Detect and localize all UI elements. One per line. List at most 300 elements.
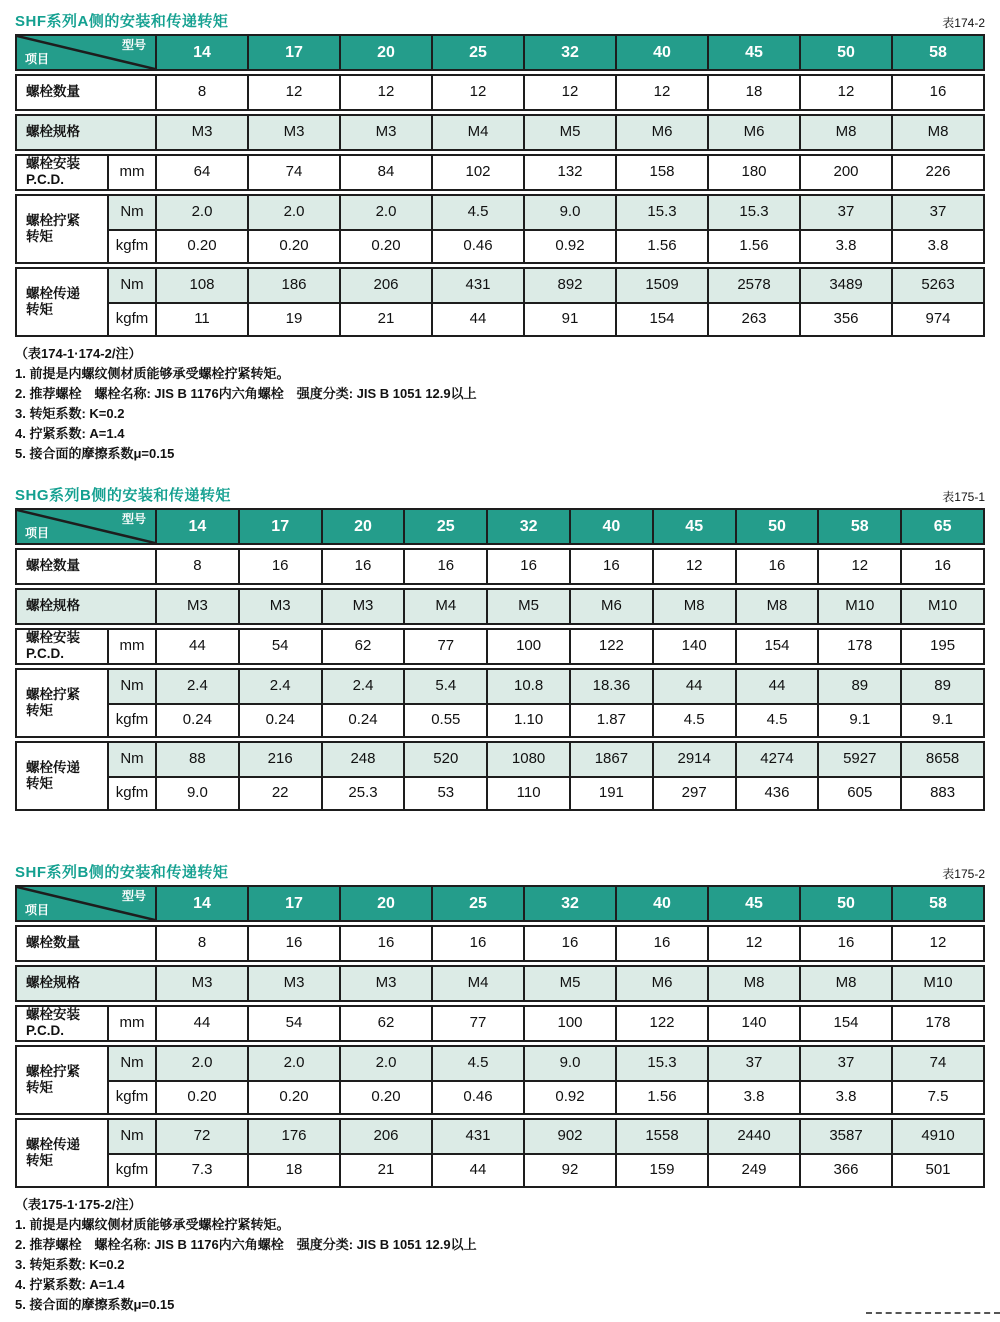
bolt-count-value: 16	[486, 550, 569, 583]
transmission-kgfm-value: 92	[523, 1153, 615, 1186]
transmission-nm-value: 431	[431, 269, 523, 302]
tightening-kgfm-value: 0.20	[155, 1080, 247, 1113]
transmission-nm-value: 186	[247, 269, 339, 302]
row-label-tightening-torque: 螺栓拧紧 转矩	[26, 1063, 80, 1095]
transmission-kgfm-value: 110	[486, 776, 569, 809]
table-band	[15, 548, 985, 585]
bolt-count-value: 8	[155, 927, 247, 960]
note-item: 2. 推荐螺栓 螺栓名称: JIS B 1176内六角螺栓 强度分类: JIS B 1051 12.9以上	[15, 1237, 477, 1252]
row-label-bolt-count: 螺栓数量	[26, 558, 80, 574]
corner-item-label: 项目	[25, 51, 50, 66]
model-header-cell: 45	[707, 36, 799, 69]
tightening-nm-value: 18.36	[569, 670, 652, 703]
tightening-nm-value: 74	[891, 1047, 983, 1080]
model-header-cell: 58	[891, 887, 983, 920]
bolt-spec-value: M8	[652, 590, 735, 623]
tightening-nm-value: 15.3	[615, 196, 707, 229]
corner-model-label: 型号	[121, 512, 146, 526]
model-header-cell: 14	[155, 510, 238, 543]
corner-header-cell	[17, 887, 155, 920]
pcd-value: 154	[735, 630, 818, 663]
model-header-cell: 14	[155, 36, 247, 69]
bolt-spec-value: M3	[321, 590, 404, 623]
pcd-value: 140	[652, 630, 735, 663]
tightening-nm-value: 44	[652, 670, 735, 703]
tightening-nm-value: 2.4	[321, 670, 404, 703]
row-label-pcd: 螺栓安装 P.C.D.	[26, 156, 80, 187]
model-header-cell: 17	[238, 510, 321, 543]
table-band	[15, 885, 985, 922]
bolt-count-value: 12	[652, 550, 735, 583]
bolt-spec-value: M3	[155, 590, 238, 623]
model-header-cell: 40	[615, 36, 707, 69]
note-item: 3. 转矩系数: K=0.2	[15, 1257, 125, 1272]
tightening-kgfm-value: 0.24	[321, 703, 404, 736]
unit-cell-kgfm: kgfm	[107, 776, 155, 809]
transmission-nm-value: 2578	[707, 269, 799, 302]
row-label-bolt-count: 螺栓数量	[26, 84, 80, 100]
tightening-nm-value: 4.5	[431, 1047, 523, 1080]
bolt-spec-value: M3	[339, 116, 431, 149]
transmission-kgfm-value: 44	[431, 1153, 523, 1186]
bolt-count-value: 16	[339, 927, 431, 960]
pcd-value: 122	[569, 630, 652, 663]
row-label-pcd: 螺栓安装 P.C.D.	[26, 1007, 80, 1038]
unit-cell-mm: mm	[107, 156, 155, 189]
tightening-nm-value: 37	[799, 196, 891, 229]
table-band	[15, 154, 985, 191]
bolt-spec-value: M8	[799, 116, 891, 149]
unit-cell-kgfm: kgfm	[107, 1153, 155, 1186]
bolt-spec-value: M4	[403, 590, 486, 623]
tightening-nm-value: 89	[900, 670, 983, 703]
transmission-kgfm-value: 974	[891, 302, 983, 335]
transmission-nm-value: 216	[238, 743, 321, 776]
note-item: 5. 接合面的摩擦系数μ=0.15	[15, 446, 175, 461]
unit-cell-kgfm: kgfm	[107, 703, 155, 736]
tightening-kgfm-value: 0.24	[155, 703, 238, 736]
model-header-cell: 58	[817, 510, 900, 543]
bolt-spec-value: M6	[615, 116, 707, 149]
corner-header-cell	[17, 510, 155, 543]
table-band	[15, 1045, 985, 1115]
model-header-cell: 20	[339, 887, 431, 920]
model-header-cell: 25	[431, 887, 523, 920]
tightening-kgfm-value: 9.1	[900, 703, 983, 736]
pcd-value: 100	[523, 1007, 615, 1040]
tightening-nm-value: 15.3	[615, 1047, 707, 1080]
table-caption	[15, 482, 985, 505]
tightening-nm-value: 4.5	[431, 196, 523, 229]
model-header-cell: 50	[799, 36, 891, 69]
transmission-nm-value: 2440	[707, 1120, 799, 1153]
tightening-kgfm-value: 0.92	[523, 229, 615, 262]
table-band	[15, 1118, 985, 1188]
transmission-kgfm-value: 22	[238, 776, 321, 809]
tightening-nm-value: 9.0	[523, 196, 615, 229]
model-header-cell: 58	[891, 36, 983, 69]
bolt-count-value: 12	[339, 76, 431, 109]
table-ref-number: 表175-1	[942, 490, 985, 504]
section-shf-b-side	[15, 859, 985, 1188]
pcd-value: 54	[238, 630, 321, 663]
note-item: 4. 拧紧系数: A=1.4	[15, 426, 125, 441]
tightening-nm-value: 2.4	[238, 670, 321, 703]
tightening-nm-value: 37	[799, 1047, 891, 1080]
tightening-kgfm-value: 1.56	[615, 229, 707, 262]
tightening-kgfm-value: 3.8	[707, 1080, 799, 1113]
bolt-count-value: 12	[615, 76, 707, 109]
bolt-count-value: 12	[247, 76, 339, 109]
model-header-cell: 40	[615, 887, 707, 920]
model-header-cell: 20	[321, 510, 404, 543]
model-header-cell: 17	[247, 887, 339, 920]
note-item: 3. 转矩系数: K=0.2	[15, 406, 125, 421]
tightening-kgfm-value: 0.20	[339, 229, 431, 262]
table-band	[15, 267, 985, 337]
tightening-kgfm-value: 1.56	[707, 229, 799, 262]
transmission-kgfm-value: 44	[431, 302, 523, 335]
transmission-kgfm-value: 21	[339, 1153, 431, 1186]
table-ref-number: 表175-2	[942, 867, 985, 881]
tightening-nm-value: 2.0	[339, 1047, 431, 1080]
corner-model-label: 型号	[121, 38, 146, 52]
transmission-nm-value: 1558	[615, 1120, 707, 1153]
transmission-nm-value: 5263	[891, 269, 983, 302]
tightening-kgfm-value: 1.10	[486, 703, 569, 736]
tightening-kgfm-value: 0.55	[403, 703, 486, 736]
pcd-value: 154	[799, 1007, 891, 1040]
row-label-transmission-torque: 螺栓传递 转矩	[26, 759, 80, 791]
tightening-kgfm-value: 4.5	[652, 703, 735, 736]
model-header-cell: 40	[569, 510, 652, 543]
pcd-value: 54	[247, 1007, 339, 1040]
bolt-count-value: 12	[891, 927, 983, 960]
shf-b-side-table	[15, 885, 985, 1188]
tightening-kgfm-value: 1.87	[569, 703, 652, 736]
transmission-kgfm-value: 53	[403, 776, 486, 809]
corner-model-label: 型号	[121, 889, 146, 903]
table-caption	[15, 859, 985, 882]
bolt-spec-value: M10	[900, 590, 983, 623]
shg-b-side-table	[15, 508, 985, 811]
transmission-kgfm-value: 18	[247, 1153, 339, 1186]
transmission-nm-value: 108	[155, 269, 247, 302]
table-ref-number: 表174-2	[942, 16, 985, 30]
bolt-count-value: 16	[321, 550, 404, 583]
row-label-bolt-count: 螺栓数量	[26, 935, 80, 951]
table-band	[15, 588, 985, 625]
tightening-nm-value: 89	[817, 670, 900, 703]
transmission-kgfm-value: 7.3	[155, 1153, 247, 1186]
bolt-spec-value: M5	[486, 590, 569, 623]
table-band	[15, 194, 985, 264]
transmission-nm-value: 5927	[817, 743, 900, 776]
tightening-nm-value: 10.8	[486, 670, 569, 703]
model-header-cell: 32	[523, 887, 615, 920]
transmission-nm-value: 8658	[900, 743, 983, 776]
transmission-kgfm-value: 501	[891, 1153, 983, 1186]
unit-cell-nm: Nm	[107, 1120, 155, 1153]
corner-item-label: 项目	[25, 902, 50, 917]
transmission-kgfm-value: 356	[799, 302, 891, 335]
transmission-nm-value: 4910	[891, 1120, 983, 1153]
unit-cell-nm: Nm	[107, 743, 155, 776]
bolt-count-value: 16	[891, 76, 983, 109]
table-band	[15, 114, 985, 151]
transmission-kgfm-value: 154	[615, 302, 707, 335]
note-item: 1. 前提是内螺纹侧材质能够承受螺栓拧紧转矩。	[15, 366, 290, 381]
table-band	[15, 1005, 985, 1042]
tightening-kgfm-value: 0.46	[431, 1080, 523, 1113]
transmission-nm-value: 1080	[486, 743, 569, 776]
bolt-count-value: 16	[735, 550, 818, 583]
unit-cell-kgfm: kgfm	[107, 1080, 155, 1113]
bolt-spec-value: M10	[817, 590, 900, 623]
bolt-count-value: 16	[569, 550, 652, 583]
table-caption	[15, 8, 985, 31]
corner-item-label: 项目	[25, 525, 50, 540]
tightening-nm-value: 37	[891, 196, 983, 229]
tightening-nm-value: 2.0	[155, 196, 247, 229]
transmission-kgfm-value: 605	[817, 776, 900, 809]
transmission-nm-value: 72	[155, 1120, 247, 1153]
bolt-spec-value: M5	[523, 967, 615, 1000]
bolt-count-value: 16	[238, 550, 321, 583]
model-header-cell: 32	[486, 510, 569, 543]
bolt-spec-value: M3	[155, 967, 247, 1000]
bolt-spec-value: M3	[247, 967, 339, 1000]
transmission-nm-value: 4274	[735, 743, 818, 776]
bolt-count-value: 12	[431, 76, 523, 109]
unit-cell-nm: Nm	[107, 670, 155, 703]
tightening-kgfm-value: 1.56	[615, 1080, 707, 1113]
tightening-nm-value: 44	[735, 670, 818, 703]
transmission-nm-value: 1509	[615, 269, 707, 302]
tightening-kgfm-value: 7.5	[891, 1080, 983, 1113]
bolt-spec-value: M3	[339, 967, 431, 1000]
bolt-spec-value: M3	[155, 116, 247, 149]
transmission-nm-value: 520	[403, 743, 486, 776]
transmission-kgfm-value: 249	[707, 1153, 799, 1186]
tightening-kgfm-value: 3.8	[891, 229, 983, 262]
pcd-value: 84	[339, 156, 431, 189]
table-band	[15, 34, 985, 71]
bolt-count-value: 16	[799, 927, 891, 960]
bolt-spec-value: M10	[891, 967, 983, 1000]
bolt-count-value: 8	[155, 550, 238, 583]
tightening-nm-value: 37	[707, 1047, 799, 1080]
pcd-value: 100	[486, 630, 569, 663]
transmission-nm-value: 206	[339, 1120, 431, 1153]
row-label-pcd: 螺栓安装 P.C.D.	[26, 630, 80, 661]
tightening-kgfm-value: 9.1	[817, 703, 900, 736]
bolt-count-value: 16	[431, 927, 523, 960]
table-title: SHF系列B侧的安装和传递转矩	[15, 864, 229, 881]
tightening-nm-value: 2.0	[247, 196, 339, 229]
transmission-kgfm-value: 191	[569, 776, 652, 809]
bolt-spec-value: M4	[431, 967, 523, 1000]
note-item: 1. 前提是内螺纹侧材质能够承受螺栓拧紧转矩。	[15, 1217, 290, 1232]
model-header-cell: 17	[247, 36, 339, 69]
bolt-spec-value: M6	[569, 590, 652, 623]
row-label-tightening-torque: 螺栓拧紧 转矩	[26, 686, 80, 718]
bolt-spec-value: M8	[891, 116, 983, 149]
transmission-kgfm-value: 91	[523, 302, 615, 335]
note-item: 2. 推荐螺栓 螺栓名称: JIS B 1176内六角螺栓 强度分类: JIS B 1051 12.9以上	[15, 386, 477, 401]
pcd-value: 44	[155, 1007, 247, 1040]
transmission-kgfm-value: 25.3	[321, 776, 404, 809]
tightening-kgfm-value: 0.46	[431, 229, 523, 262]
pcd-value: 102	[431, 156, 523, 189]
pcd-value: 200	[799, 156, 891, 189]
pcd-value: 226	[891, 156, 983, 189]
unit-cell-mm: mm	[107, 1007, 155, 1040]
transmission-kgfm-value: 883	[900, 776, 983, 809]
model-header-cell: 45	[707, 887, 799, 920]
bolt-spec-value: M6	[707, 116, 799, 149]
model-header-cell: 25	[431, 36, 523, 69]
table-title: SHF系列A侧的安装和传递转矩	[15, 13, 229, 30]
note-item: 4. 拧紧系数: A=1.4	[15, 1277, 125, 1292]
tightening-kgfm-value: 0.20	[155, 229, 247, 262]
transmission-nm-value: 3587	[799, 1120, 891, 1153]
bolt-count-value: 16	[900, 550, 983, 583]
notes-block-175	[15, 1195, 985, 1315]
tightening-kgfm-value: 0.92	[523, 1080, 615, 1113]
notes-block-174	[15, 344, 985, 464]
transmission-kgfm-value: 11	[155, 302, 247, 335]
bolt-count-value: 16	[615, 927, 707, 960]
tightening-nm-value: 15.3	[707, 196, 799, 229]
bolt-spec-value: M4	[431, 116, 523, 149]
tightening-kgfm-value: 3.8	[799, 229, 891, 262]
table-band	[15, 668, 985, 738]
model-header-cell: 25	[403, 510, 486, 543]
unit-cell-mm: mm	[107, 630, 155, 663]
bolt-count-value: 12	[799, 76, 891, 109]
bolt-count-value: 12	[523, 76, 615, 109]
row-label-bolt-spec: 螺栓规格	[17, 590, 155, 623]
pcd-value: 44	[155, 630, 238, 663]
tightening-nm-value: 2.0	[339, 196, 431, 229]
table-band	[15, 741, 985, 811]
table-band	[15, 628, 985, 665]
bolt-count-value: 12	[817, 550, 900, 583]
table-band	[15, 508, 985, 545]
pcd-value: 122	[615, 1007, 707, 1040]
tightening-kgfm-value: 3.8	[799, 1080, 891, 1113]
model-header-cell: 32	[523, 36, 615, 69]
transmission-nm-value: 3489	[799, 269, 891, 302]
pcd-value: 180	[707, 156, 799, 189]
bolt-spec-value: M8	[735, 590, 818, 623]
transmission-nm-value: 176	[247, 1120, 339, 1153]
transmission-kgfm-value: 263	[707, 302, 799, 335]
shf-a-side-table	[15, 34, 985, 337]
transmission-kgfm-value: 21	[339, 302, 431, 335]
transmission-nm-value: 902	[523, 1120, 615, 1153]
notes-header: （表174-1·174-2/注）	[15, 346, 142, 361]
model-header-cell: 14	[155, 887, 247, 920]
transmission-nm-value: 2914	[652, 743, 735, 776]
tightening-nm-value: 2.0	[155, 1047, 247, 1080]
note-item: 5. 接合面的摩擦系数μ=0.15	[15, 1297, 175, 1312]
pcd-value: 158	[615, 156, 707, 189]
transmission-kgfm-value: 159	[615, 1153, 707, 1186]
transmission-nm-value: 248	[321, 743, 404, 776]
transmission-nm-value: 206	[339, 269, 431, 302]
model-header-cell: 45	[652, 510, 735, 543]
table-band	[15, 74, 985, 111]
row-label-transmission-torque: 螺栓传递 转矩	[26, 1136, 80, 1168]
table-band	[15, 925, 985, 962]
transmission-kgfm-value: 9.0	[155, 776, 238, 809]
bolt-spec-value: M3	[238, 590, 321, 623]
pcd-value: 140	[707, 1007, 799, 1040]
model-header-cell: 20	[339, 36, 431, 69]
tightening-kgfm-value: 4.5	[735, 703, 818, 736]
pcd-value: 178	[891, 1007, 983, 1040]
bolt-spec-value: M6	[615, 967, 707, 1000]
pcd-value: 132	[523, 156, 615, 189]
tightening-kgfm-value: 0.20	[247, 229, 339, 262]
pcd-value: 77	[403, 630, 486, 663]
bolt-spec-value: M3	[247, 116, 339, 149]
tightening-nm-value: 5.4	[403, 670, 486, 703]
unit-cell-kgfm: kgfm	[107, 302, 155, 335]
tightening-nm-value: 2.4	[155, 670, 238, 703]
unit-cell-nm: Nm	[107, 269, 155, 302]
bolt-count-value: 16	[523, 927, 615, 960]
pcd-value: 64	[155, 156, 247, 189]
transmission-kgfm-value: 19	[247, 302, 339, 335]
tightening-kgfm-value: 0.20	[247, 1080, 339, 1113]
page-cut-mark	[866, 1312, 1000, 1314]
model-header-cell: 65	[900, 510, 983, 543]
section-shf-a-side	[15, 8, 985, 337]
table-title: SHG系列B侧的安装和传递转矩	[15, 487, 231, 504]
pcd-value: 62	[321, 630, 404, 663]
transmission-nm-value: 88	[155, 743, 238, 776]
pcd-value: 62	[339, 1007, 431, 1040]
tightening-kgfm-value: 0.20	[339, 1080, 431, 1113]
pcd-value: 178	[817, 630, 900, 663]
bolt-count-value: 18	[707, 76, 799, 109]
unit-cell-nm: Nm	[107, 1047, 155, 1080]
row-label-bolt-spec: 螺栓规格	[17, 967, 155, 1000]
transmission-kgfm-value: 436	[735, 776, 818, 809]
transmission-nm-value: 892	[523, 269, 615, 302]
model-header-cell: 50	[799, 887, 891, 920]
transmission-kgfm-value: 366	[799, 1153, 891, 1186]
corner-header-cell	[17, 36, 155, 69]
row-label-transmission-torque: 螺栓传递 转矩	[26, 285, 80, 317]
bolt-spec-value: M8	[707, 967, 799, 1000]
unit-cell-kgfm: kgfm	[107, 229, 155, 262]
bolt-count-value: 16	[247, 927, 339, 960]
bolt-spec-value: M5	[523, 116, 615, 149]
transmission-nm-value: 431	[431, 1120, 523, 1153]
section-shg-b-side	[15, 482, 985, 811]
pcd-value: 74	[247, 156, 339, 189]
row-label-tightening-torque: 螺栓拧紧 转矩	[26, 212, 80, 244]
transmission-kgfm-value: 297	[652, 776, 735, 809]
pcd-value: 77	[431, 1007, 523, 1040]
tightening-kgfm-value: 0.24	[238, 703, 321, 736]
tightening-nm-value: 2.0	[247, 1047, 339, 1080]
bolt-count-value: 12	[707, 927, 799, 960]
